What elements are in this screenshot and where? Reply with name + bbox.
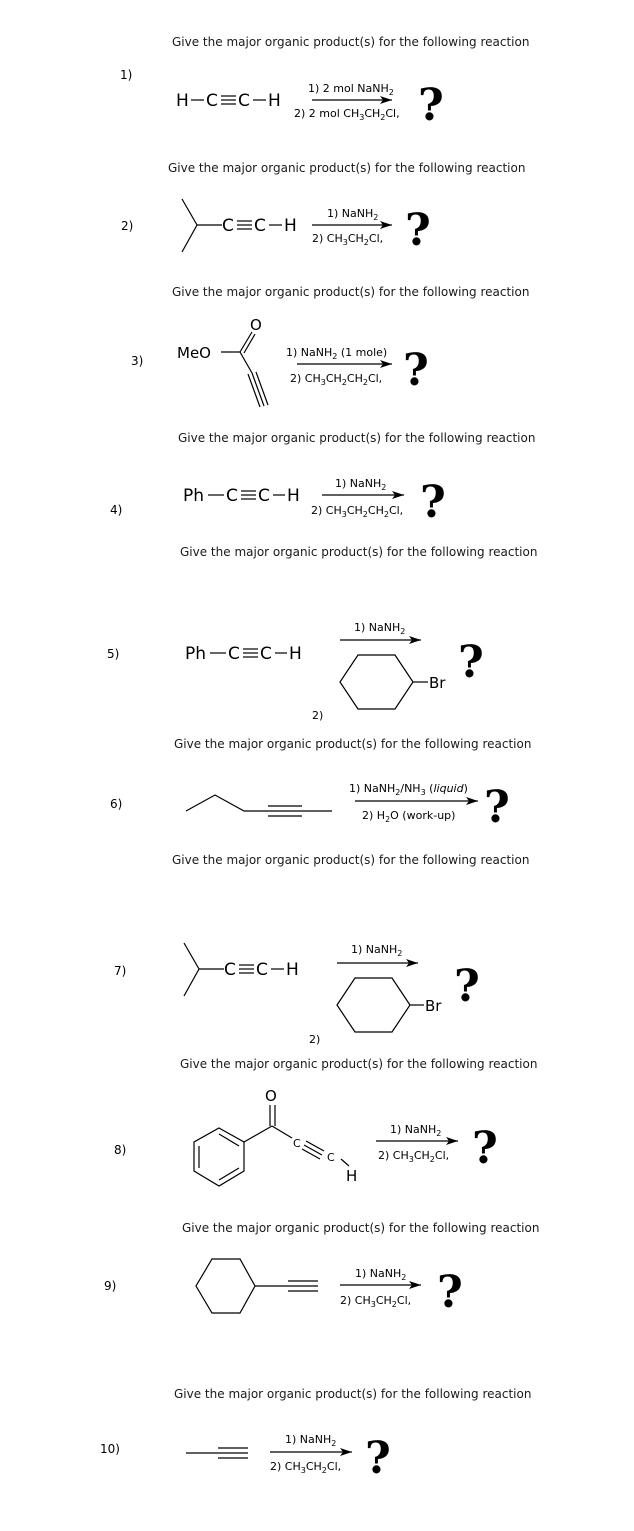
svg-text:C: C [254,216,266,236]
cyclohexyl-ring-9 [196,1259,255,1313]
reaction-1 [120,35,529,131]
svg-text:C: C [226,486,238,506]
reaction-4 [110,431,535,528]
svg-text:Ph: Ph [185,644,207,664]
svg-text:C: C [206,91,218,111]
conditions-7 [309,943,442,1046]
benzene-ring-8 [194,1128,244,1186]
prompt-4: Give the major organic product(s) for the following reaction [178,431,536,445]
question-mark-2: ? [405,205,431,256]
number-4: 4) [110,503,123,517]
number-8: 8) [114,1143,127,1157]
svg-text:C: C [327,1151,335,1164]
svg-text:C: C [260,644,272,664]
reaction-9 [104,1221,539,1318]
svg-text:MeO: MeO [177,344,211,362]
reaction-10 [100,1387,531,1484]
reactant-9 [196,1259,318,1313]
prompt-5: Give the major organic product(s) for the following reaction [180,545,538,559]
svg-text:O: O [250,316,262,334]
reactant-1 [176,91,281,111]
question-mark-1: ? [418,80,444,131]
conditions-5 [312,621,446,722]
svg-text:1) NaNH2 (1 mole): 1) NaNH$_2$ (1 mole) [286,346,388,361]
conditions-8 [376,1123,458,1164]
svg-text:C: C [224,960,236,980]
svg-text:O: O [265,1087,277,1105]
svg-text:1) NaNH2/NH3 (liquid): 1) $NaNH_2/NH_3$ (liquid) [349,782,468,797]
reaction-2 [121,161,525,256]
question-mark-8: ? [472,1123,498,1174]
prompt-7: Give the major organic product(s) for the following reaction [172,853,530,867]
conditions-10 [270,1433,352,1475]
conditions-1 [294,82,400,122]
question-mark-6: ? [484,782,510,833]
svg-text:2) 2 mol CH3CH2Cl,: 2) 2 mol $CH_3CH_2Cl$, [294,107,400,122]
reactant-2 [182,199,297,252]
number-6: 6) [110,797,123,811]
prompt-2: Give the major organic product(s) for the following reaction [168,161,526,175]
svg-text:1) 2 mol NaNH2: 1) 2 mol NaNH$_2$ [308,82,394,97]
svg-text:1) NaNH2: 1) NaNH$_2$ [354,621,406,636]
svg-text:H: H [176,91,189,111]
reactant-4 [183,486,300,506]
svg-text:2) H2O (work-up): 2) $H_2O$ (work-up) [362,809,456,824]
svg-text:C: C [222,216,234,236]
conditions-6 [349,782,478,824]
svg-text:2) CH3CH2Cl,: 2) $CH_3CH_2Cl$, [270,1460,342,1475]
svg-text:Ph: Ph [183,486,205,506]
svg-text:C: C [228,644,240,664]
cyclohexyl-ring-7 [337,978,410,1032]
svg-text:2) CH3CH2Cl,: 2) $CH_3CH_2Cl$, [378,1149,450,1164]
prompt-10: Give the major organic product(s) for the following reaction [174,1387,532,1401]
reactant-3 [177,316,268,407]
svg-text:2) CH3CH2Cl,: 2) $CH_3CH_2Cl$, [340,1294,412,1309]
prompt-9: Give the major organic product(s) for the following reaction [182,1221,540,1235]
number-10: 10) [100,1442,120,1456]
cyclohexyl-ring-5 [340,655,413,709]
reactant-6 [186,795,332,816]
svg-text:2) CH3CH2CH2Cl,: 2) $CH_3CH_2CH_2Cl$, [290,372,383,387]
conditions-4 [311,477,404,519]
question-mark-3: ? [403,345,429,396]
svg-text:H: H [284,216,297,236]
prompt-6: Give the major organic product(s) for the following reaction [174,737,532,751]
svg-text:1) NaNH2: 1) NaNH$_2$ [351,943,403,958]
svg-text:H: H [346,1167,358,1185]
reactant-10 [186,1448,248,1458]
reaction-8 [114,1057,537,1186]
conditions-2 [312,207,392,247]
reactant-8 [194,1087,357,1186]
svg-text:1) NaNH2: 1) NaNH$_2$ [335,477,387,492]
reaction-3 [131,285,529,407]
question-mark-5: ? [458,637,484,688]
svg-text:H: H [268,91,281,111]
svg-text:2): 2) [309,1033,321,1046]
question-mark-9: ? [437,1267,463,1318]
reactant-5 [185,644,302,664]
svg-text:C: C [293,1137,301,1150]
prompt-3: Give the major organic product(s) for the following reaction [172,285,530,299]
number-3: 3) [131,354,144,368]
svg-text:Br: Br [425,997,442,1015]
svg-text:2): 2) [312,709,324,722]
svg-text:1) NaNH2: 1) NaNH$_2$ [390,1123,442,1138]
question-mark-4: ? [420,477,446,528]
question-mark-10: ? [365,1433,391,1484]
number-7: 7) [114,964,127,978]
svg-text:C: C [256,960,268,980]
conditions-3 [286,346,392,387]
svg-text:1) NaNH2: 1) NaNH$_2$ [355,1267,407,1282]
svg-text:C: C [258,486,270,506]
svg-text:H: H [286,960,299,980]
svg-text:C: C [238,91,250,111]
svg-text:1) NaNH2: 1) NaNH$_2$ [285,1433,337,1448]
svg-text:Br: Br [429,674,446,692]
conditions-9 [340,1267,421,1309]
svg-text:H: H [287,486,300,506]
prompt-8: Give the major organic product(s) for the following reaction [180,1057,538,1071]
prompt-1: Give the major organic product(s) for the following reaction [172,35,530,49]
reaction-6 [110,737,531,833]
number-2: 2) [121,219,134,233]
reaction-5 [107,545,537,722]
question-mark-7: ? [454,961,480,1012]
reactant-7 [184,943,299,996]
svg-text:2) CH3CH2CH2Cl,: 2) $CH_3CH_2CH_2Cl$, [311,504,404,519]
number-5: 5) [107,647,120,661]
number-1: 1) [120,68,133,82]
reaction-7 [114,853,529,1046]
svg-text:2) CH3CH2Cl,: 2) $CH_3CH_2Cl$, [312,232,384,247]
svg-text:1) NaNH2: 1) NaNH$_2$ [327,207,379,222]
svg-text:H: H [289,644,302,664]
number-9: 9) [104,1279,117,1293]
